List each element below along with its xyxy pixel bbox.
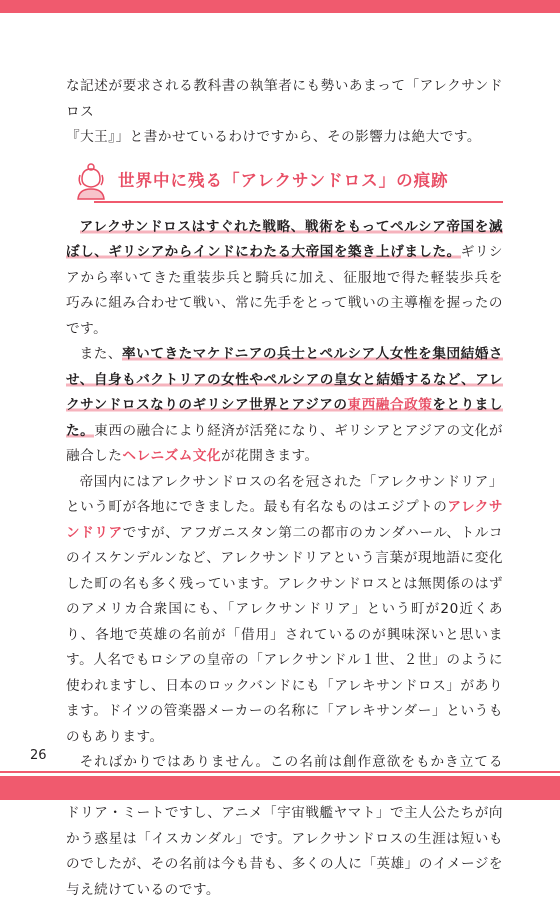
intro-line-2: 『大王』」と書かせているわけですから、その影響力は絶大です。 [66,129,481,145]
intro-line-1: な記述が要求される教科書の執筆者にも勢いあまって「アレクサンドロス [66,78,503,120]
paragraph-3 [66,470,503,751]
section-title: 世界中に残る「アレクサンドロス」の痕跡 [118,170,449,190]
heading-underline [94,201,503,203]
p2-highlight-end: をとりました。 [66,397,504,439]
term-hellenism: ヘレニズム文化 [122,448,222,464]
term-tozai-yugo: 東西融合政策 [347,397,433,413]
p1-text: ギリシアから率いてきた重装歩兵と騎兵に加え、征服地で得た軽装歩兵を巧みに組み合わせて戦い、常に先手をとって戦いの主導権を握ったのです。 [66,244,504,337]
p1-highlight: アレクサンドロスはすぐれた戦略、戦術をもってペルシア帝国を滅ぼし、ギリシアからインドにわたる大帝国を築き上げました。 [66,218,503,260]
alexander-portrait-icon [74,161,108,201]
paragraph-4: そればかりではありません。この名前は創作意欲をもかき立てる ドリア・ミートですし、アニメ「宇宙戦艦ヤマト」で主人公たちが向かう惑星は「イスカンダル」です。アレクサンドロスの生涯は短いものでしたが、その名前は今も昔も、多くの人に「英雄」のイメージを与え続けているのです。 [66,754,503,898]
section-heading [66,159,503,203]
top-accent-bar [0,0,560,13]
p2-highlight-text: 率いてきたマケドニアの兵士とペルシア人女性を集団結婚させ、自身もバクトリアの女性やペルシアの皇女と結婚するなど、アレクサンドロスなりのギリシア世界とアジアの [66,346,503,413]
bottom-accent-bar [0,776,560,800]
paragraph-2 [66,342,503,470]
intro-paragraph [66,74,503,151]
p3-text-a: 帝国内にはアレクサンドロスの名を冠された「アレクサンドリア」という町が各地にできました。最も有名なものはエジプトの [66,473,503,515]
p2-lead: また、 [79,346,123,362]
paragraph-1 [66,215,503,343]
term-alexandria: アレクサンドリア [66,499,504,541]
p2-end: が花開きます。 [221,448,319,464]
page-number: 26 [30,748,47,763]
p3-text-b: ですが、アフガニスタン第二の都市のカンダハール、トルコのイスケンデルンなど、アレクサンドリアという言葉が現地語に変化した町の名も多く残っています。アレクサンドロスとは無関係のはずのアメリカ合衆国にも、「アレクサンドリア」という町が20近くあり、各地で英雄の名前が「借用」されているのが興味深いと思います。人名でもロシアの皇帝の「アレクサンドル１世、２世」のように使われますし、日本のロックバンドにも「アレキサンドロス」があります。ドイツの管楽器メーカーの名称に「アレキサンダー」というものもあります。 [66,524,504,745]
p2-text: 東西の融合により経済が活発になり、ギリシアとアジアの文化が融合した [66,422,503,464]
